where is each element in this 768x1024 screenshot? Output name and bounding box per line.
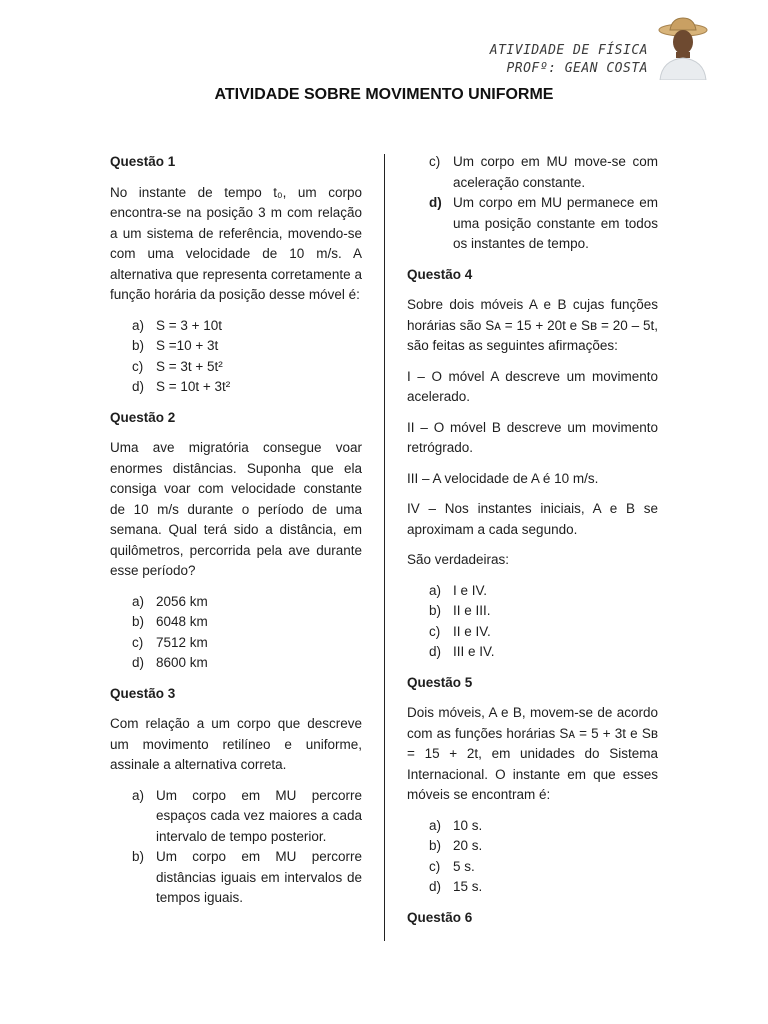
header-block bbox=[490, 42, 648, 78]
question-4-options bbox=[407, 581, 658, 663]
option-d: d) III e IV. bbox=[429, 644, 495, 659]
option-a: a) 10 s. bbox=[429, 817, 483, 833]
option-a: a) Um corpo em MU percorre espaços cada vez maiores a cada intervalo de tempo posterior. bbox=[132, 787, 362, 844]
teacher-photo bbox=[656, 16, 708, 80]
option-b: b) II e III. bbox=[429, 603, 491, 618]
option-c: c) Um corpo em MU move-se com aceleração constante. bbox=[429, 154, 658, 190]
statement-2: II – O móvel B descreve um movimento retrógrado. bbox=[407, 419, 658, 455]
right-column bbox=[407, 152, 658, 938]
question-2-options bbox=[110, 592, 362, 674]
question-3-text: Com relação a um corpo que descreve um movimento retilíneo e uniforme, assinale a alternativa correta. bbox=[110, 716, 362, 772]
question-2-heading: Questão 2 bbox=[110, 409, 176, 425]
option-a: a) S = 3 + 10t bbox=[132, 317, 223, 333]
option-c: c) S = 3t + 5t² bbox=[132, 358, 223, 374]
option-c: c) 7512 km bbox=[132, 634, 208, 650]
option-b: b) Um corpo em MU percorre distâncias iguais em intervalos de tempos iguais. bbox=[132, 849, 362, 905]
header-subject: ATIVIDADE DE FÍSICA bbox=[489, 43, 648, 58]
question-4-prompt: São verdadeiras: bbox=[407, 552, 510, 567]
option-a: a) 2056 km bbox=[132, 593, 208, 609]
question-4-text: Sobre dois móveis A e B cujas funções horárias são Sᴀ = 15 + 20t e Sʙ = 20 – 5t, são feitas as seguintes afirmações: bbox=[407, 297, 658, 353]
question-5-options bbox=[407, 816, 658, 898]
question-2-text: Uma ave migratória consegue voar enormes distâncias. Suponha que ela consiga voar com velocidade constante de 10 m/s durante o período de uma semana. Qual terá sido a distância, em quilômetros, percorrida pela ave durante esse período? bbox=[110, 440, 362, 578]
question-3-options-part1 bbox=[110, 786, 362, 909]
column-divider bbox=[384, 154, 385, 941]
question-3-options-part2 bbox=[407, 152, 658, 255]
statement-1: I – O móvel A descreve um movimento acelerado. bbox=[407, 368, 658, 404]
header-teacher: PROFº: GEAN COSTA bbox=[506, 61, 648, 76]
question-3-heading: Questão 3 bbox=[110, 685, 176, 701]
left-column bbox=[110, 152, 362, 919]
option-d: d) Um corpo em MU permanece em uma posição constante em todos os instantes de tempo. bbox=[429, 195, 658, 251]
question-6-heading: Questão 6 bbox=[407, 909, 473, 925]
option-c: c) II e IV. bbox=[429, 623, 491, 639]
question-5-text: Dois móveis, A e B, movem-se de acordo com as funções horárias Sᴀ = 5 + 3t e Sʙ = 15 + 2t, em unidades do Sistema Internacional. O instante em que esses móveis se encontram é: bbox=[407, 705, 658, 802]
option-c: c) 5 s. bbox=[429, 858, 475, 874]
question-1-options bbox=[110, 316, 362, 398]
option-b: b) S =10 + 3t bbox=[132, 338, 219, 353]
option-d: d) S = 10t + 3t² bbox=[132, 379, 231, 394]
question-5-heading: Questão 5 bbox=[407, 674, 473, 690]
question-4-heading: Questão 4 bbox=[407, 266, 473, 282]
option-d: d) 15 s. bbox=[429, 879, 483, 894]
page-title: ATIVIDADE SOBRE MOVIMENTO UNIFORME bbox=[214, 86, 554, 103]
option-d: d) 8600 km bbox=[132, 655, 208, 670]
option-a: a) I e IV. bbox=[429, 582, 488, 598]
question-1-text: No instante de tempo t₀, um corpo encontra-se na posição 3 m com relação a um sistema de referência, movendo-se com uma velocidade de 10 m/s. A alternativa que representa corretamente a função horária da posição desse móvel é: bbox=[110, 184, 362, 302]
question-1-heading: Questão 1 bbox=[110, 154, 176, 169]
option-b: b) 6048 km bbox=[132, 614, 208, 629]
statement-4: IV – Nos instantes iniciais, A e B se aproximam a cada segundo. bbox=[407, 501, 658, 537]
statement-3: III – A velocidade de A é 10 m/s. bbox=[407, 470, 599, 486]
option-b: b) 20 s. bbox=[429, 838, 483, 853]
